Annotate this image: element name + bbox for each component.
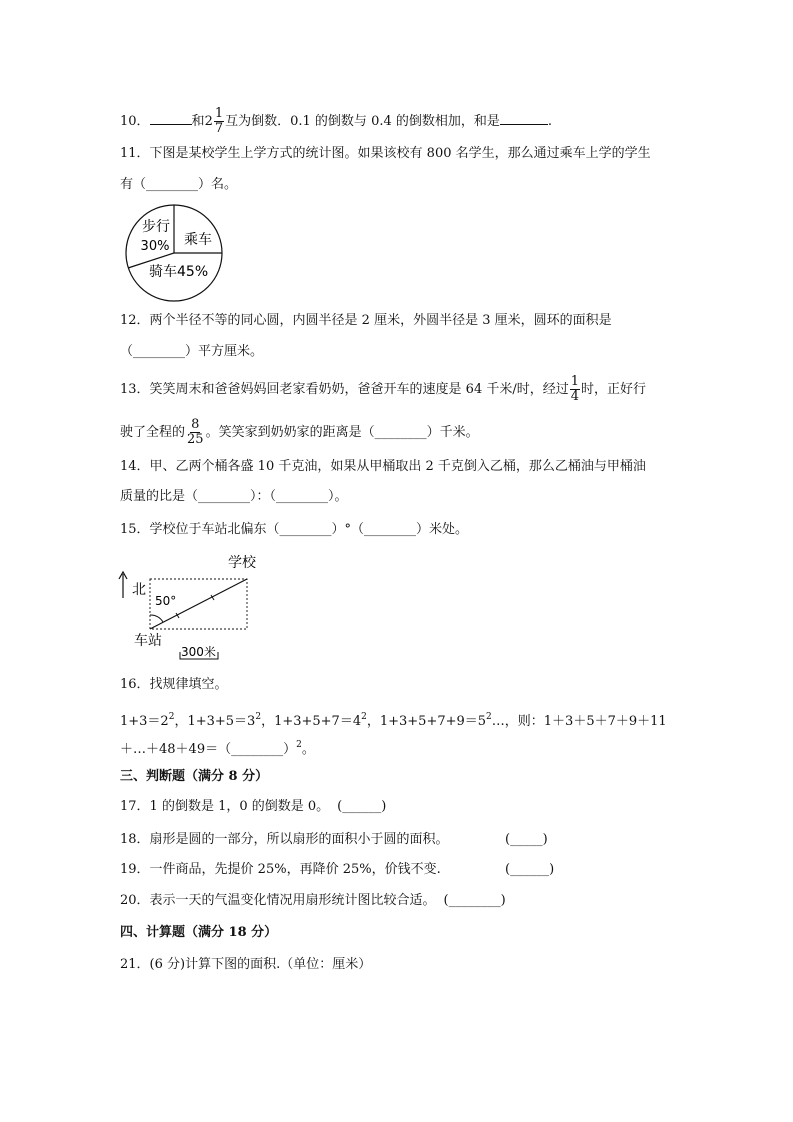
fraction: $\frac{1}{4}$ [570, 374, 580, 404]
section-heading-judgment: 三、判断题（满分 8 分） [120, 769, 269, 784]
question-11-line1: 11．下图是某校学生上学方式的统计图。如果该校有 800 名学生，那么通过乘车上学的学生 [120, 146, 651, 161]
question-11-line2: 有（________）名。 [120, 177, 238, 192]
answer-blank[interactable]: (________) [443, 893, 506, 908]
answer-blank[interactable]: (_____) [505, 832, 548, 847]
pie-chart [124, 210, 224, 296]
question-14-line2: 质量的比是（________）：（________）。 [120, 489, 348, 504]
north-label: 北 [132, 582, 146, 598]
slice-label-bus: 乘车 [184, 232, 212, 248]
question-16-title: 16．找规律填空。 [120, 677, 228, 692]
slice-label-bike: 骑车45% [149, 264, 209, 280]
question-19: 19．一件商品，先提价 25%，再降价 25%，价钱不变. [120, 862, 441, 877]
question-13-line1: 13．笑笑周末和爸爸妈妈回老家看奶奶，爸爸开车的速度是 64 千米/时，经过 $\frac{1}{4}$ 时，正好行 [120, 374, 647, 404]
section-heading-calculation: 四、计算题（满分 18 分） [120, 925, 278, 940]
answer-blank[interactable] [500, 110, 548, 125]
angle-arc [150, 615, 163, 622]
fraction: $\frac{1}{7}$ [214, 106, 224, 136]
map-figure [116, 550, 266, 662]
question-15: 15．学校位于车站北偏东（________）°（________）米处。 [120, 522, 469, 537]
question-12-line2: （________）平方厘米。 [120, 344, 264, 359]
question-20: 20．表示一天的气温变化情况用扇形统计图比较合适。 (________) [120, 893, 506, 908]
slice-pct-walk: 30% [140, 239, 170, 254]
question-21: 21．(6 分)计算下图的面积.（单位：厘米） [120, 957, 372, 972]
scale-label: 300米 [181, 645, 216, 659]
station-label: 车站 [134, 633, 162, 649]
fraction: $\frac{8}{25}$ [187, 417, 204, 447]
question-10: 10． 和2 $\frac{1}{7}$ 互为倒数．0.1 的倒数与 0.4 的倒数相加，和是 . [120, 106, 553, 136]
question-13-line2: 驶了全程的 $\frac{8}{25}$ 。笑笑家到奶奶家的距离是（________）千米。 [120, 417, 479, 447]
question-17: 17．1 的倒数是 1，0 的倒数是 0。 (______) [120, 799, 387, 814]
question-18: 18．扇形是圆的一部分，所以扇形的面积小于圆的面积。 [120, 832, 449, 847]
answer-blank[interactable]: (______) [337, 799, 387, 814]
answer-blank[interactable]: (______) [505, 862, 555, 877]
slice-label-walk: 步行 [142, 219, 170, 235]
question-12-line1: 12．两个半径不等的同心圆，内圆半径是 2 厘米，外圆半径是 3 厘米，圆环的面积是 [120, 313, 612, 328]
question-14-line1: 14．甲、乙两个桶各盛 10 千克油，如果从甲桶取出 2 千克倒入乙桶，那么乙桶油与甲桶油 [120, 459, 646, 474]
question-16-line2: ＋…＋48＋49＝（________）$^2$。 [120, 740, 315, 757]
angle-label: 50° [155, 594, 177, 608]
school-label: 学校 [228, 555, 256, 571]
question-16-line1: $1+3=2^2$，$1+3+5=3^2$，$1+3+5+7=4^2$，$1+3+5+7+9=5^2\dots$，则：1＋3＋5＋7＋9＋11 [120, 712, 667, 729]
answer-blank[interactable] [150, 110, 192, 125]
